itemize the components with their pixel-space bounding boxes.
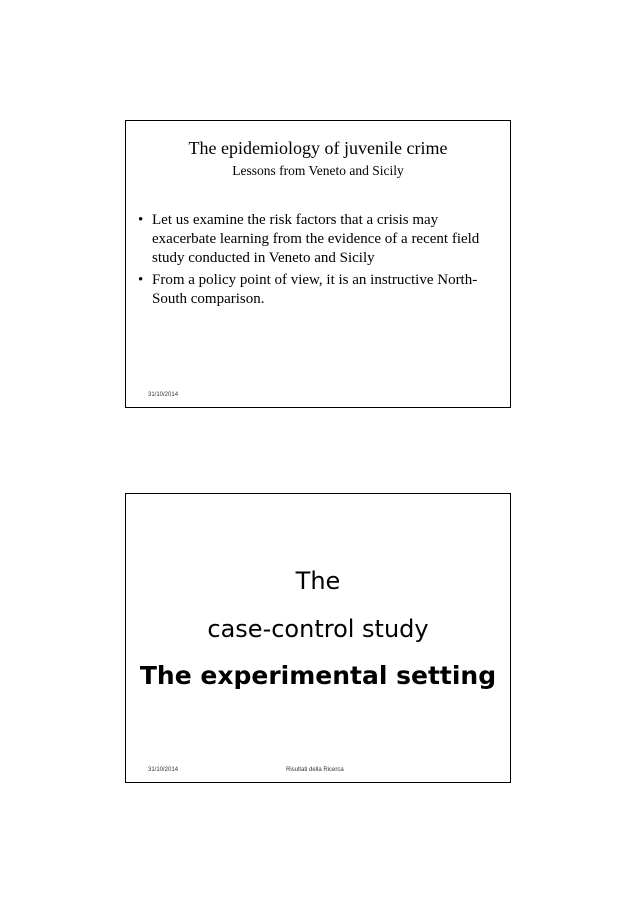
bullet-item (138, 271, 498, 309)
slide-heading-line-3: The experimental setting (139, 661, 497, 690)
bullet-text: From a policy point of view, it is an instructive North-South comparison. (152, 272, 478, 307)
bullet-list (138, 211, 498, 312)
slide-footer-date: 31/10/2014 (148, 392, 179, 398)
slide-2 (125, 493, 511, 783)
bullet-item (138, 211, 498, 268)
slide-heading-line-2: case-control study (207, 615, 429, 643)
bullet-icon: • (138, 272, 144, 288)
slide-footer-date: 31/10/2014 (148, 767, 179, 773)
slide-title: The epidemiology of juvenile crime (188, 138, 448, 158)
slide-footer-title: Risultati della Ricerca (286, 767, 344, 773)
bullet-text: Let us examine the risk factors that a crisis may exacerbate learning from the evidence of a recent field study conducted in Veneto and Sicily (152, 212, 480, 266)
slide-subtitle: Lessons from Veneto and Sicily (232, 163, 404, 178)
slide-heading-line-1: The (295, 567, 341, 595)
slide-1 (125, 120, 511, 408)
bullet-icon: • (138, 212, 144, 228)
